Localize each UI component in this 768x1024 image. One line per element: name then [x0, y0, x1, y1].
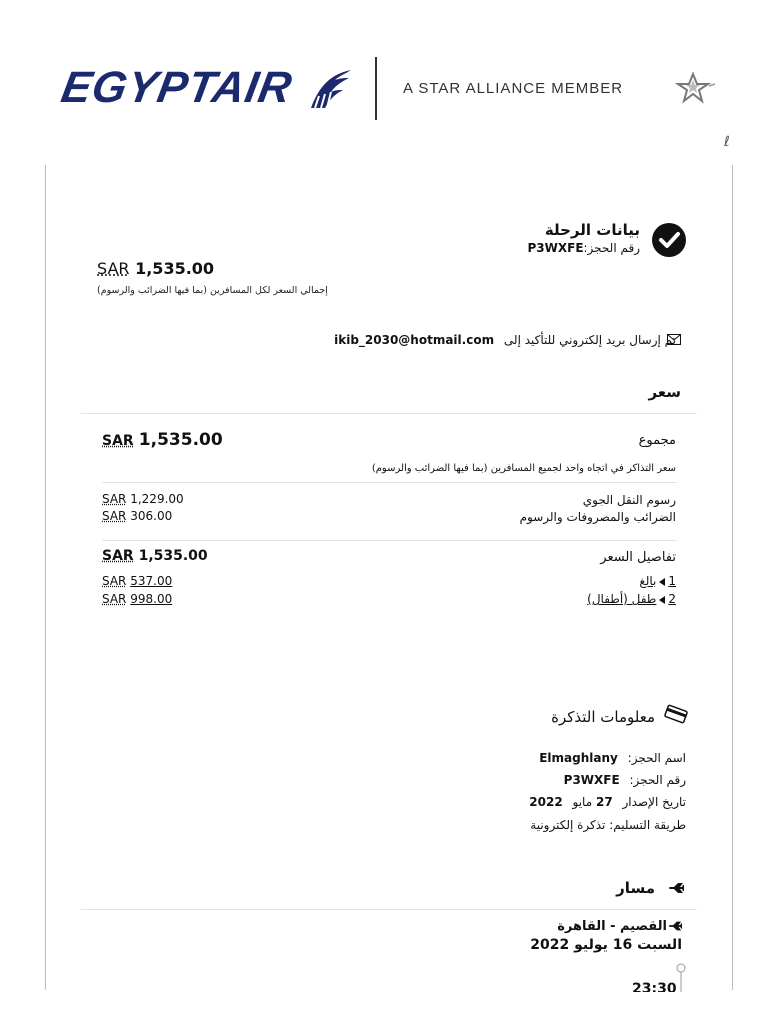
frame-left-border	[45, 165, 46, 990]
passenger-child-value	[102, 592, 172, 606]
flight-date: السبت 16 يوليو 2022	[530, 937, 682, 953]
passenger-child-type: طفل (أطفال)	[587, 592, 657, 606]
price-details-currency: SAR	[102, 548, 134, 564]
booking-ref: P3WXFE	[527, 241, 584, 255]
ticket-issue-row	[529, 795, 686, 809]
email-text: تم إرسال بريد إلكتروني للتأكيد إلى	[503, 333, 676, 347]
price-section-title: سعر	[648, 383, 681, 401]
ticket-issue-month: مايو	[572, 795, 593, 809]
ticket-delivery-row	[530, 818, 686, 832]
star-alliance-text: A STAR ALLIANCE MEMBER	[403, 80, 624, 97]
ticket-delivery-value: تذكرة إلكترونية	[530, 818, 606, 832]
ticket-issue-label: تاريخ الإصدار	[622, 795, 686, 809]
passenger-adult-type: بالغ	[639, 574, 657, 588]
price-inner-divider	[102, 482, 677, 483]
passenger-child-count: 2	[668, 592, 676, 606]
ticket-name-value: Elmaghlany	[539, 751, 618, 765]
ticket-ref-row	[564, 773, 686, 787]
summary-currency: SAR	[97, 259, 130, 278]
passenger-child-currency: SAR	[102, 592, 127, 606]
details-divider	[102, 540, 677, 541]
price-total-label: مجموع	[638, 433, 676, 448]
ticket-issue-day: 27	[595, 795, 613, 809]
flight-departure-time: 23:30	[632, 981, 677, 992]
taxes-value	[102, 509, 172, 523]
price-divider	[81, 413, 697, 414]
summary-total	[97, 259, 214, 278]
fare-value	[102, 492, 184, 506]
ticket-ref-label: رقم الحجز:	[629, 773, 686, 787]
ticket-ref-value: P3WXFE	[563, 773, 620, 787]
fare-amount: 1,229.00	[130, 492, 184, 506]
fare-label: رسوم النقل الجوي	[582, 493, 676, 507]
ticket-issue-year: 2022	[529, 795, 563, 809]
ticket-delivery-label: طريقة التسليم:	[609, 818, 686, 832]
ticket-name-label: اسم الحجز:	[627, 751, 686, 765]
frame-right-border	[732, 165, 733, 990]
price-total-amount: 1,535.00	[138, 430, 223, 450]
itinerary-section-title: مسار	[616, 879, 655, 897]
price-total-note: سعر التذاكر في اتجاه واحد لجميع المسافرين (بما فيها الضرائب والرسوم)	[371, 463, 676, 474]
email-address: ikib_2030@hotmail.com	[334, 333, 495, 347]
summary-total-note: إجمالي السعر لكل المسافرين (بما فيها الضرائب والرسوم)	[97, 285, 328, 296]
caret-left-icon	[659, 596, 665, 604]
itinerary-divider	[81, 909, 697, 910]
fare-currency: SAR	[102, 492, 127, 506]
header-divider	[375, 57, 377, 120]
ticket-icon	[664, 704, 688, 724]
passenger-adult-link[interactable]	[639, 574, 676, 588]
taxes-currency: SAR	[102, 509, 127, 523]
price-details-amount: 1,535.00	[138, 548, 208, 564]
price-details-label: تفاصيل السعر	[600, 550, 676, 565]
egyptair-logo: EGYPTAIR	[57, 63, 297, 112]
booking-label: رقم الحجز:	[583, 241, 640, 255]
ticket-name-row	[539, 751, 686, 765]
flight-route: القصيم - القاهرة	[557, 919, 667, 934]
flight-route-icon	[668, 919, 682, 933]
check-circle-icon	[651, 222, 687, 258]
caret-left-icon	[659, 578, 665, 586]
taxes-amount: 306.00	[130, 509, 173, 523]
flight-data-title: بيانات الرحلة	[544, 221, 640, 239]
corner-mark: ℓ	[724, 134, 730, 150]
star-alliance-icon	[675, 72, 717, 104]
airplane-icon	[668, 880, 684, 896]
horus-wing-icon	[305, 66, 353, 110]
price-total-currency: SAR	[102, 433, 134, 449]
taxes-label: الضرائب والمصروفات والرسوم	[519, 510, 676, 524]
passenger-child-link[interactable]	[587, 592, 676, 606]
passenger-adult-value	[102, 574, 172, 588]
booking-reference-line	[527, 241, 640, 255]
passenger-adult-currency: SAR	[102, 574, 127, 588]
price-details-value	[102, 548, 208, 564]
ticket-section-title: معلومات التذكرة	[551, 708, 655, 726]
summary-amount: 1,535.00	[135, 259, 215, 278]
passenger-child-amount: 998.00	[130, 592, 173, 606]
passenger-adult-count: 1	[668, 574, 676, 588]
timeline-marker	[675, 962, 687, 992]
passenger-adult-amount: 537.00	[130, 574, 173, 588]
price-total-value	[102, 430, 223, 450]
email-confirmation	[334, 333, 676, 347]
